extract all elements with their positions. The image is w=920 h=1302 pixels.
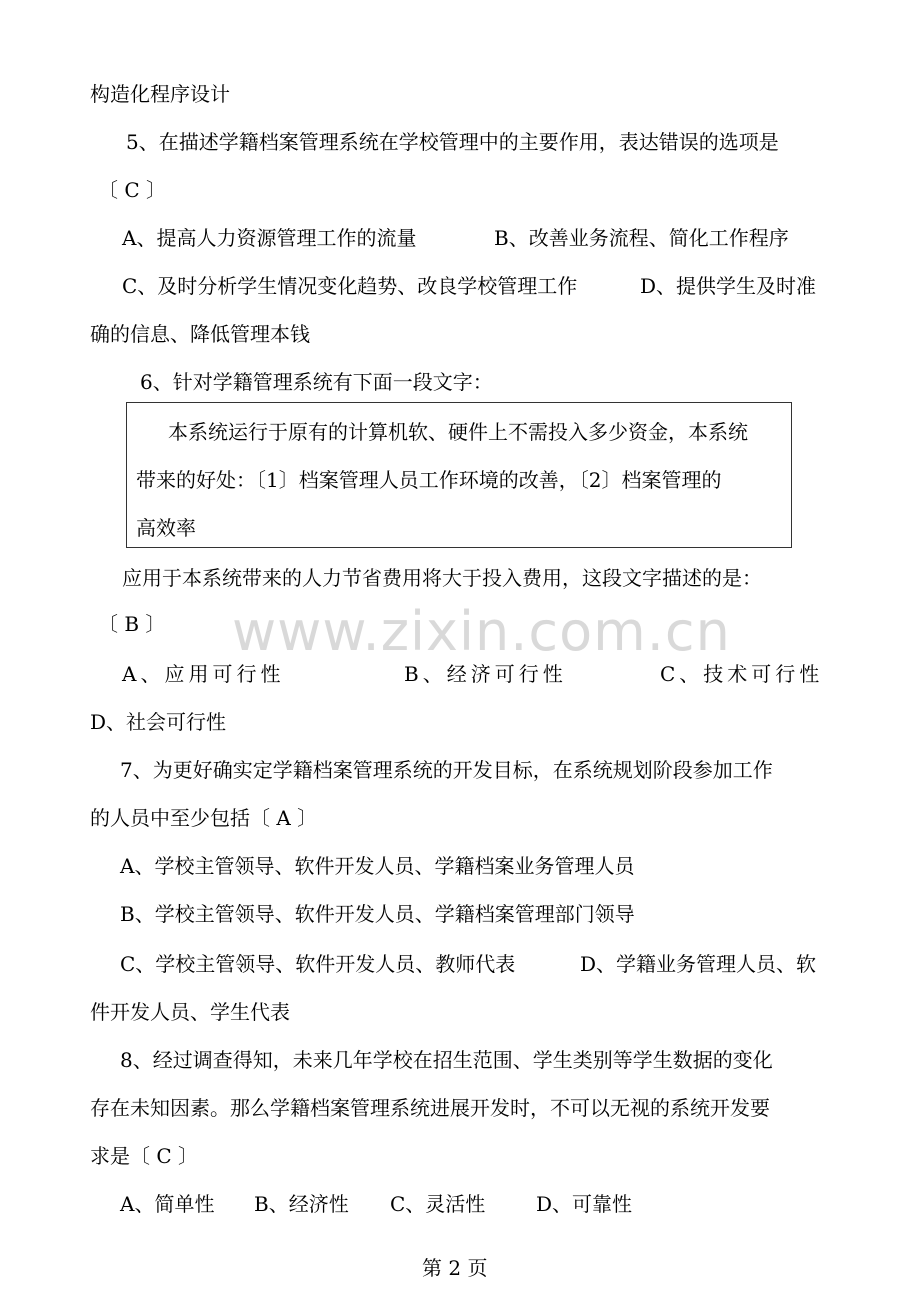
quoted-text-line-2: 带来的好处：〔1〕档案管理人员工作环境的改善，〔2〕档案管理的 — [136, 468, 722, 492]
question-8-option-a: A、简单性 — [120, 1192, 215, 1216]
question-6-answer: 〔 B 〕 — [98, 612, 166, 636]
question-5-answer: 〔 C 〕 — [98, 178, 167, 202]
question-7-option-a: A、学校主管领导、软件开发人员、学籍档案业务管理人员 — [120, 854, 635, 878]
question-7-option-d-cont: 件开发人员、学生代表 — [90, 1000, 290, 1024]
quoted-text-line-1: 本系统运行于原有的计算机软、硬件上不需投入多少资金，本系统 — [168, 420, 748, 444]
question-5-stem: 5、在描述学籍档案管理系统在学校管理中的主要作用，表达错误的选项是 — [126, 130, 779, 154]
question-6-stem: 6、针对学籍管理系统有下面一段文字： — [140, 370, 493, 394]
section-title: 构造化程序设计 — [90, 82, 230, 106]
question-7-stem: 7、为更好确实定学籍档案管理系统的开发目标，在系统规划阶段参加工作 — [120, 758, 773, 782]
question-8-option-b: B、经济性 — [254, 1192, 349, 1216]
question-7-stem-cont: 的人员中至少包括〔 A 〕 — [90, 806, 318, 830]
page-number: 第 2 页 — [422, 1256, 488, 1280]
question-5-option-d: D、提供学生及时准 — [640, 274, 817, 298]
question-6-option-d: D、社会可行性 — [90, 710, 227, 734]
question-8-option-c: C、灵活性 — [390, 1192, 486, 1216]
question-8-stem-cont-2: 求是〔 C 〕 — [90, 1144, 199, 1168]
question-7-option-b: B、学校主管领导、软件开发人员、学籍档案管理部门领导 — [120, 902, 635, 926]
quoted-text-line-3: 高效率 — [136, 516, 196, 540]
question-6-option-b: B、经济可行性 — [404, 662, 567, 686]
question-5-option-a: A、提高人力资源管理工作的流量 — [122, 226, 417, 250]
question-6-option-c: C、技术可行性 — [660, 662, 824, 686]
question-7-option-c: C、学校主管领导、软件开发人员、教师代表 — [120, 952, 516, 976]
question-7-option-d: D、学籍业务管理人员、软 — [580, 952, 817, 976]
question-5-option-d-cont: 确的信息、降低管理本钱 — [90, 322, 310, 346]
question-8-stem: 8、经过调查得知，未来几年学校在招生范围、学生类别等学生数据的变化 — [120, 1048, 773, 1072]
question-6-continuation: 应用于本系统带来的人力节省费用将大于投入费用，这段文字描述的是： — [122, 566, 762, 590]
question-8-stem-cont-1: 存在未知因素。那么学籍档案管理系统进展开发时，不可以无视的系统开发要 — [90, 1096, 770, 1120]
question-5-option-c: C、及时分析学生情况变化趋势、改良学校管理工作 — [122, 274, 578, 298]
watermark: www.zixin.com.cn — [232, 600, 731, 663]
question-8-option-d: D、可靠性 — [536, 1192, 633, 1216]
question-5-option-b: B、改善业务流程、简化工作程序 — [494, 226, 789, 250]
question-6-option-a: A、应用可行性 — [122, 662, 285, 686]
